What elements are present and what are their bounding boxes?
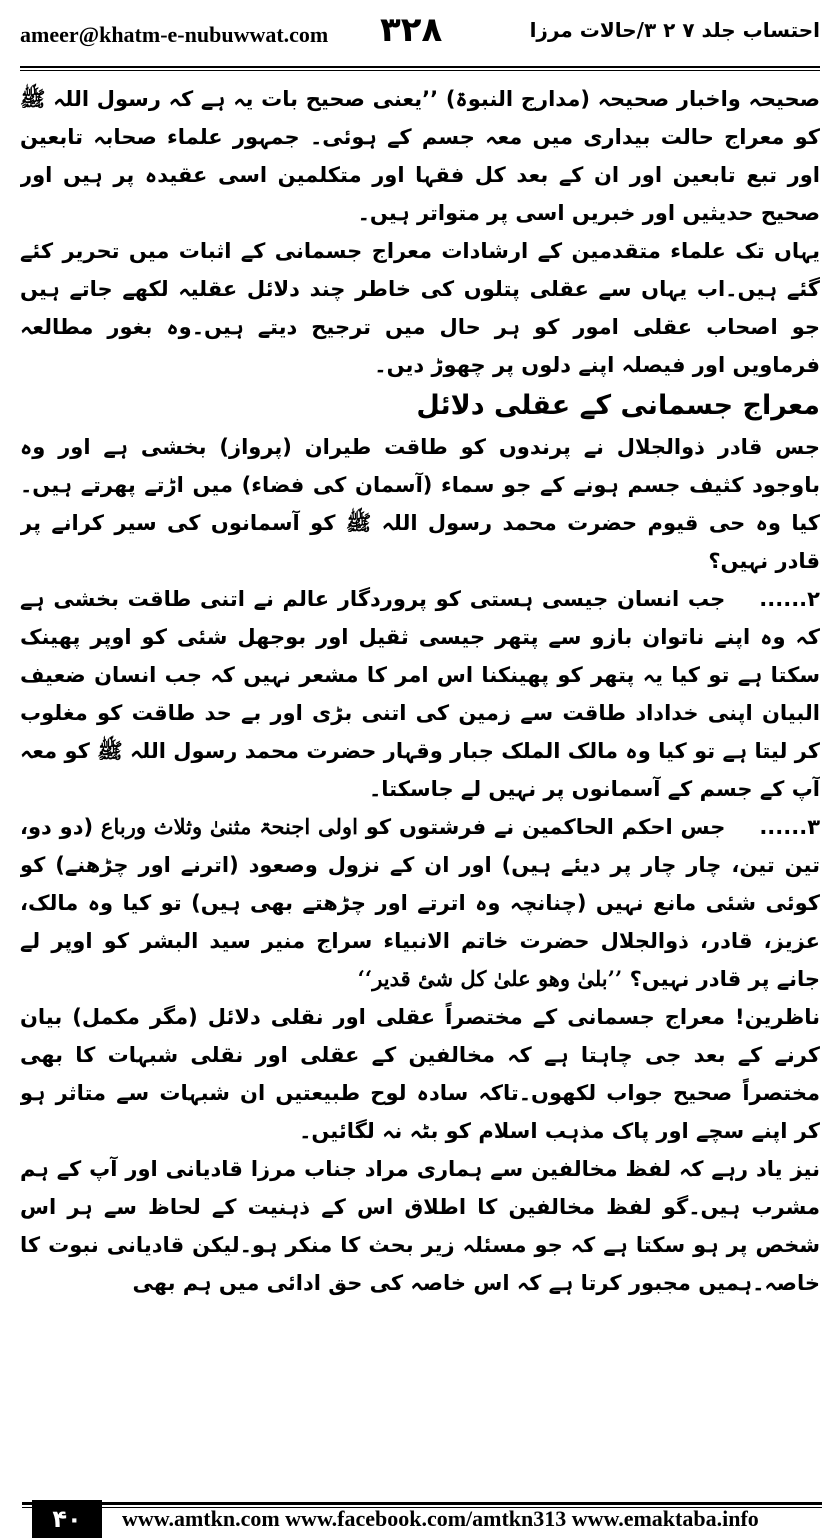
arabic-quote: اولی اجنحۃ مثنیٰ وثلاث ورباع bbox=[100, 814, 358, 839]
section-heading: معراج جسمانی کے عقلی دلائل bbox=[416, 390, 820, 421]
footer-bar bbox=[22, 1498, 822, 1536]
header-rule-thin bbox=[20, 70, 820, 71]
item-number: ۲...... bbox=[759, 587, 820, 611]
paragraph: صحیحہ واخبار صحیحہ (مدارج النبوۃ) ’’یعنی صحیح بات یہ ہے کہ رسول اللہ ﷺ کو معراج حالت بیداری میں معہ جسم کے ہوئی۔ جمہور علماء صحابہ تابعین اور تبع تابعین اور ان کے بعد کل فقہا اور متکلمین اسی عقیدہ پر ہیں اور صحیح حدیثیں اور خبریں اسی پر متواتر ہیں۔ bbox=[20, 87, 820, 225]
header-email: ameer@khatm-e-nubuwwat.com bbox=[20, 22, 329, 47]
paragraph: جس قادر ذوالجلال نے پرندوں کو طاقت طیران (پرواز) بخشی ہے اور وہ باوجود کثیف جسم ہونے کے جو سماء (آسمان کی فضاء) میں اڑتے پھرتے ہیں۔کیا وہ حی قیوم حضرت محمد رسول اللہ ﷺ کو آسمانوں کی سیر کرانے پر قادر نہیں؟ bbox=[20, 435, 820, 573]
paragraph-text: جب انسان جیسی ہستی کو پروردگار عالم نے اتنی طاقت بخشی ہے کہ وہ اپنے ناتوان بازو سے پتھر جیسی ثقیل اور بوجھل شئی کو اوپر پھینک سکتا ہے تو کیا یہ پتھر کو پھینکنا اس امر کا مشعر نہیں کہ جب انسان ضعیف البیان اپنی خداداد طاقت سے زمین کی اتنی بڑی اور بے حد طاقت کو مغلوب کر لیتا ہے تو کیا وہ مالک الملک جبار وقہار حضرت محمد رسول اللہ ﷺ کو معہ آپ کے جسم کے آسمانوں پر نہیں لے جاسکتا۔ bbox=[20, 587, 820, 801]
paragraph: ناظرین! معراج جسمانی کے مختصراً عقلی اور نقلی دلائل (مگر مکمل) بیان کرنے کے بعد جی چاہتا ہے کہ مخالفین کے عقلی اور نقلی شبہات کا بھی مختصراً صحیح جواب لکھوں۔تاکہ سادہ لوح طبیعتیں ان شبہات سے متاثر ہو کر اپنے سچے اور پاک مذہب اسلام کو بٹہ نہ لگائیں۔ bbox=[20, 1005, 820, 1143]
paragraph-text: (دو دو، تین تین، چار چار پر دیئے ہیں) اور ان کے نزول وصعود (اترنے اور چڑھنے) کو کوئی شئی مانع نہیں (چنانچہ وہ اترتے اور چڑھتے بھی ہیں) تو کیا وہ مالک، عزیز، قادر، ذوالجلال حضرت خاتم الانبیاء سراج منیر سید البشر کو اوپر لے جانے پر قادر نہیں؟ bbox=[20, 815, 820, 991]
arabic-quote: ’’بلیٰ وھو علیٰ کل شئ قدیر‘‘ bbox=[357, 966, 623, 991]
header-book-title: احتساب جلد ۷ ۲ ۳/حالات مرزا bbox=[529, 18, 820, 42]
page-footer bbox=[0, 1496, 840, 1540]
paragraph: یہاں تک علماء متقدمین کے ارشادات معراج جسمانی کے اثبات میں تحریر کئے گئے ہیں۔اب یہاں سے عقلی پتلوں کی خاطر چند دلائل عقلیہ لکھے جاتے ہیں جو اصحاب عقلی امور کو ہر حال میں ترجیح دیتے ہیں۔وہ بغور مطالعہ فرماویں اور فیصلہ اپنے دلوں پر چھوڑ دیں۔ bbox=[20, 239, 820, 377]
paragraph-text: جس احکم الحاکمین نے فرشتوں کو bbox=[365, 815, 726, 839]
footer-rule bbox=[22, 1502, 822, 1505]
page-body bbox=[20, 80, 820, 1490]
paragraph: نیز یاد رہے کہ لفظ مخالفین سے ہماری مراد جناب مرزا قادیانی اور آپ کے ہم مشرب ہیں۔گو لفظ مخالفین کا اطلاق اس کے ذہنیت کے لحاظ سے ہر اس شخص پر ہو سکتا ہے کہ جو مسئلہ زیر بحث کا منکر ہو۔لیکن قادیانی نبوت کا خاصہ۔ہمیں مجبور کرتا ہے کہ اس خاصہ کی حق ادائی میں ہم بھی bbox=[20, 1157, 820, 1295]
numbered-paragraph bbox=[20, 580, 820, 808]
item-number: ۳...... bbox=[759, 815, 820, 839]
page-header bbox=[0, 0, 840, 70]
numbered-paragraph bbox=[20, 808, 820, 998]
footer-page-number: ۴۰ bbox=[32, 1500, 102, 1538]
header-rule bbox=[20, 66, 820, 68]
header-page-number: ۳۲۸ bbox=[380, 10, 443, 50]
footer-urls: www.amtkn.com www.facebook.com/amtkn313 www.emaktaba.info bbox=[122, 1506, 759, 1531]
